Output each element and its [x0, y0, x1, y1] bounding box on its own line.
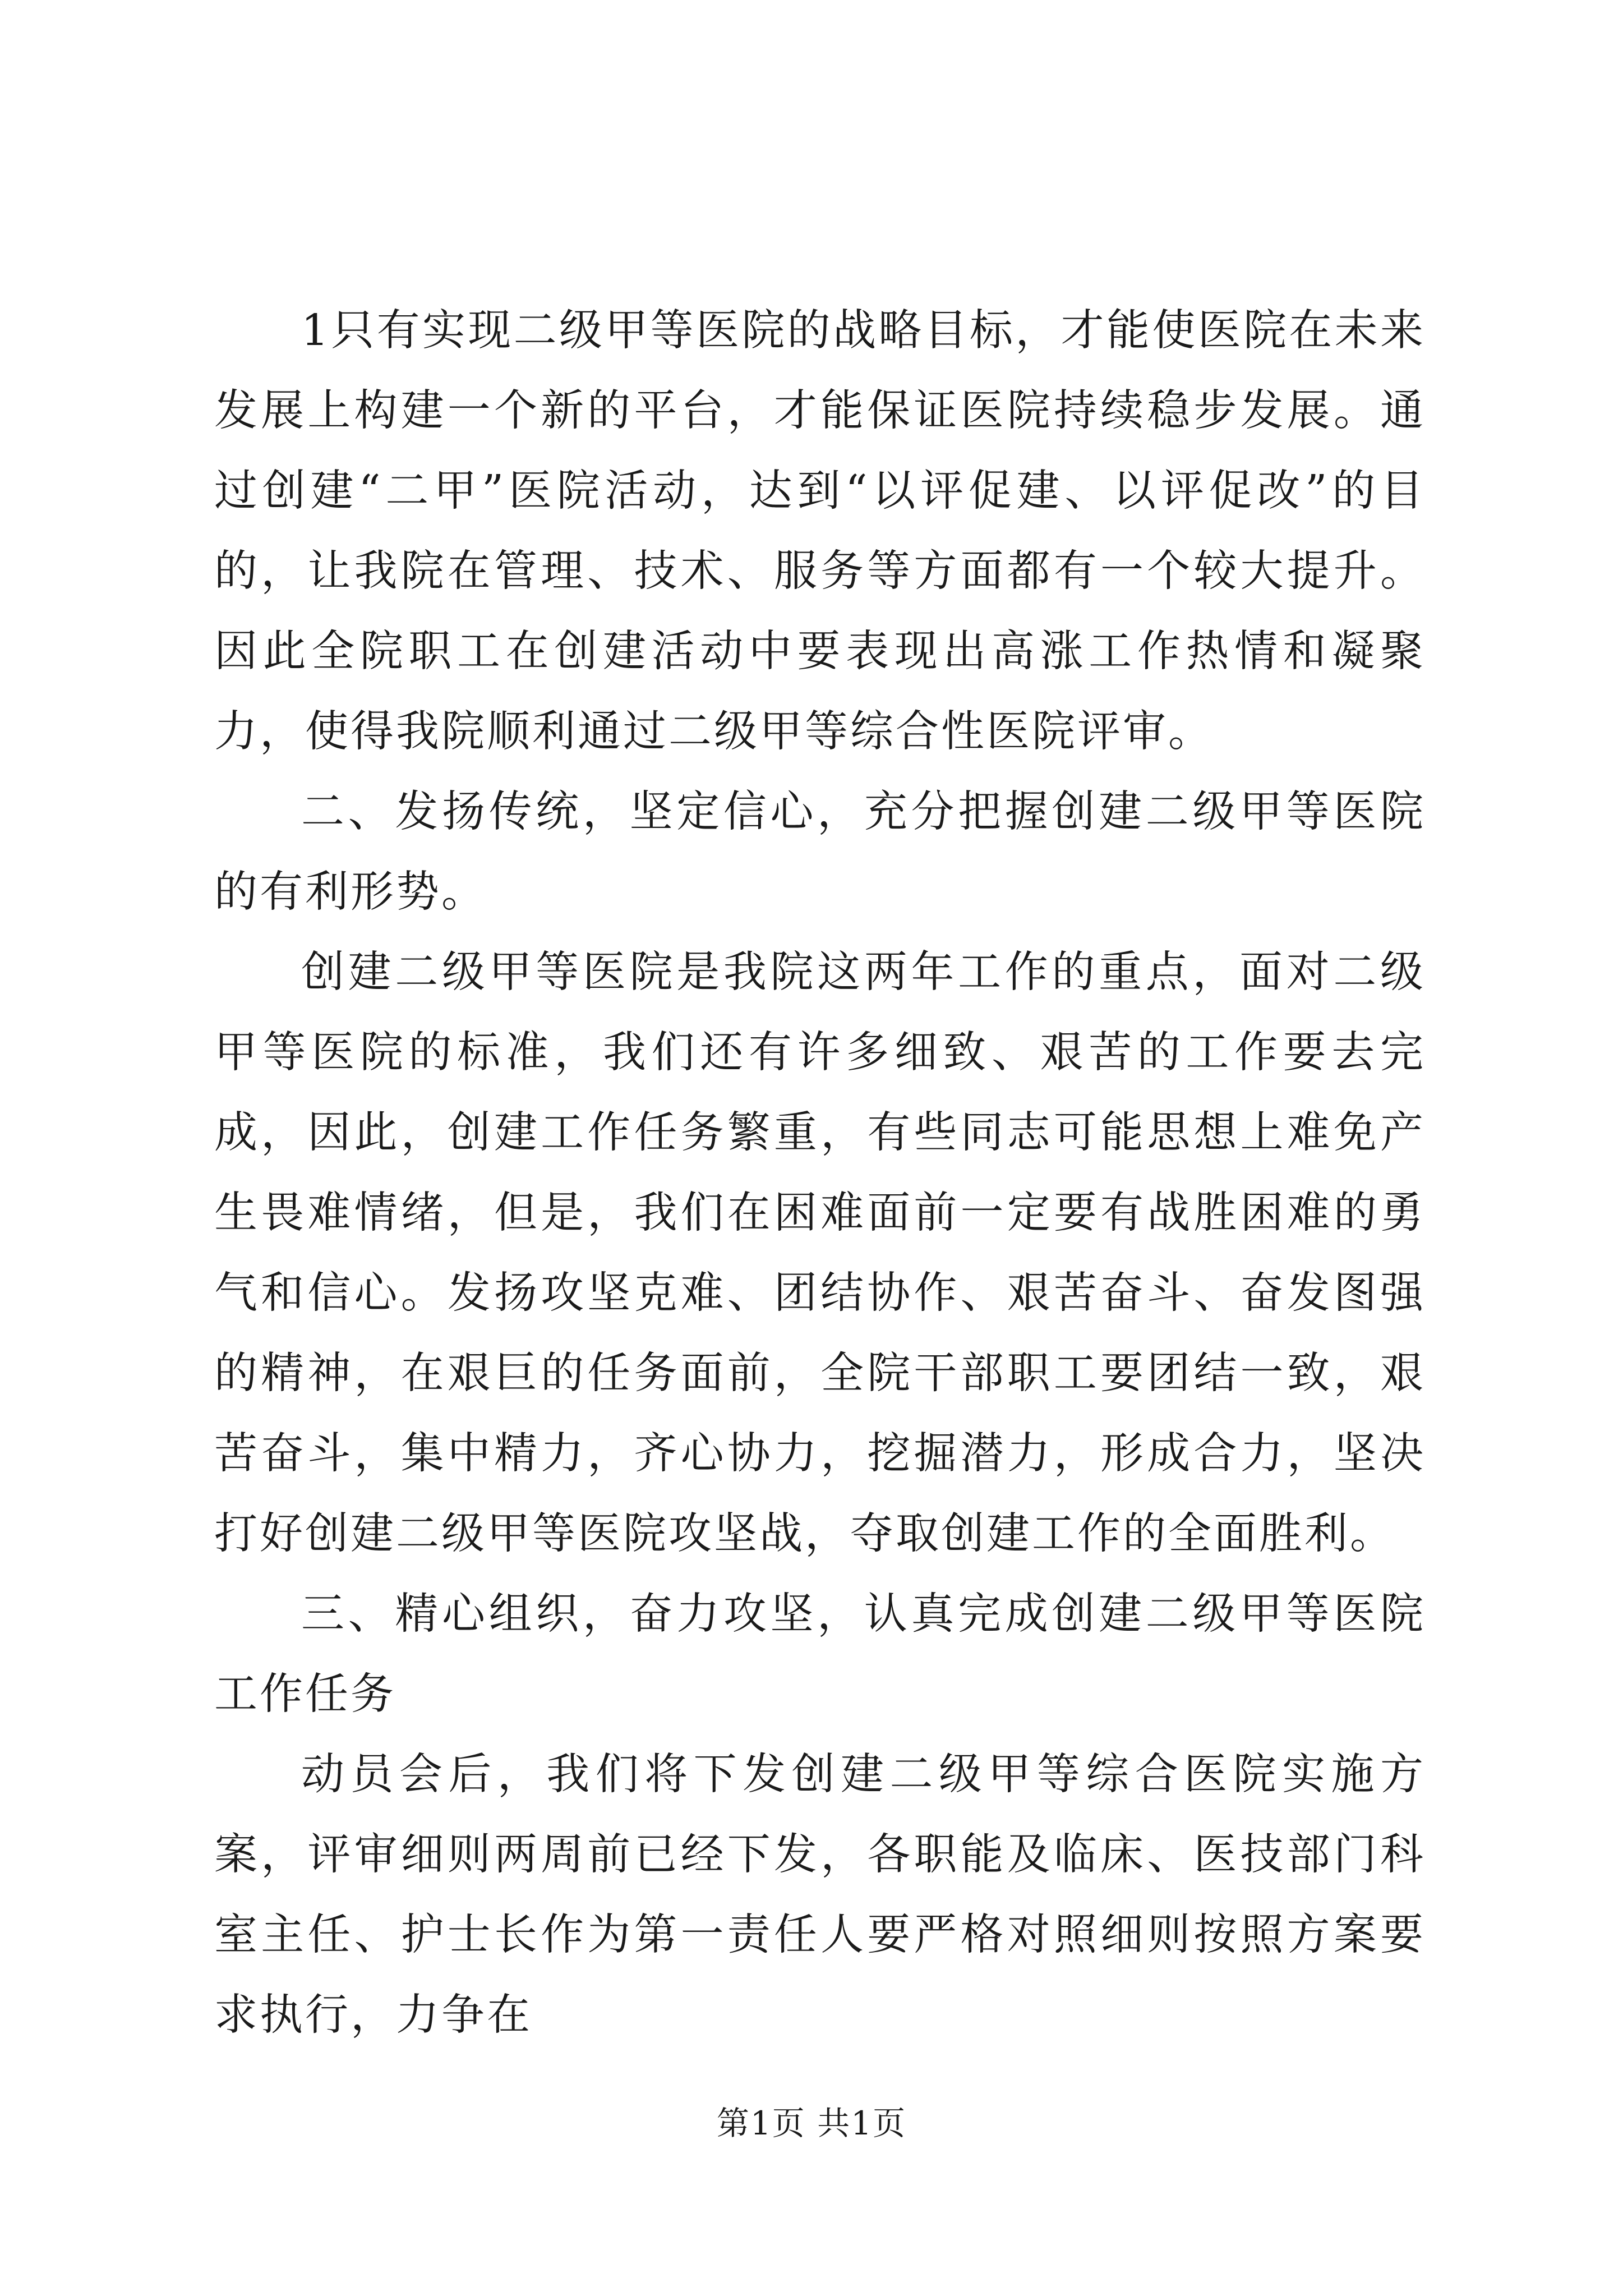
paragraph-confidence: 创建二级甲等医院是我院这两年工作的重点，面对二级甲等医院的标准，我们还有许多细致、艰苦的工作要去完成，因此，创建工作任务繁重，有些同志可能思想上难免产生畏难情绪，但是，我们在困难面前一定要有战胜困难的勇气和信心。发扬攻坚克难、团结协作、艰苦奋斗、奋发图强的精神，在艰巨的任务面前，全院干部职工要团结一致，艰苦奋斗，集中精力，齐心协力，挖掘潜力，形成合力，坚决打好创建二级甲等医院攻坚战，夺取创建工作的全面胜利。 [214, 947, 1426, 1559]
document-body [214, 291, 1426, 2055]
heading-section-three: 三、精心组织，奋力攻坚，认真完成创建二级甲等医院工作任务 [214, 1589, 1426, 1719]
paragraph-implementation: 动员会后，我们将下发创建二级甲等综合医院实施方案，评审细则两周前已经下发，各职能及临床、医技部门科室主任、护士长作为第一责任人要严格对照细则按照方案要求执行，力争在 [214, 1750, 1426, 2040]
heading-section-two: 二、发扬传统，坚定信心，充分把握创建二级甲等医院的有利形势。 [214, 787, 1426, 917]
paragraph-goal: 1只有实现二级甲等医院的战略目标，才能使医院在未来发展上构建一个新的平台，才能保证医院持续稳步发展。通过创建“二甲”医院活动，达到“以评促建、以评促改”的目的，让我院在管理、技术、服务等方面都有一个较大提升。因此全院职工在创建活动中要表现出高涨工作热情和凝聚力，使得我院顺利通过二级甲等综合性医院评审。 [214, 306, 1426, 757]
page-footer: 第1页 共1页 [716, 2104, 907, 2142]
